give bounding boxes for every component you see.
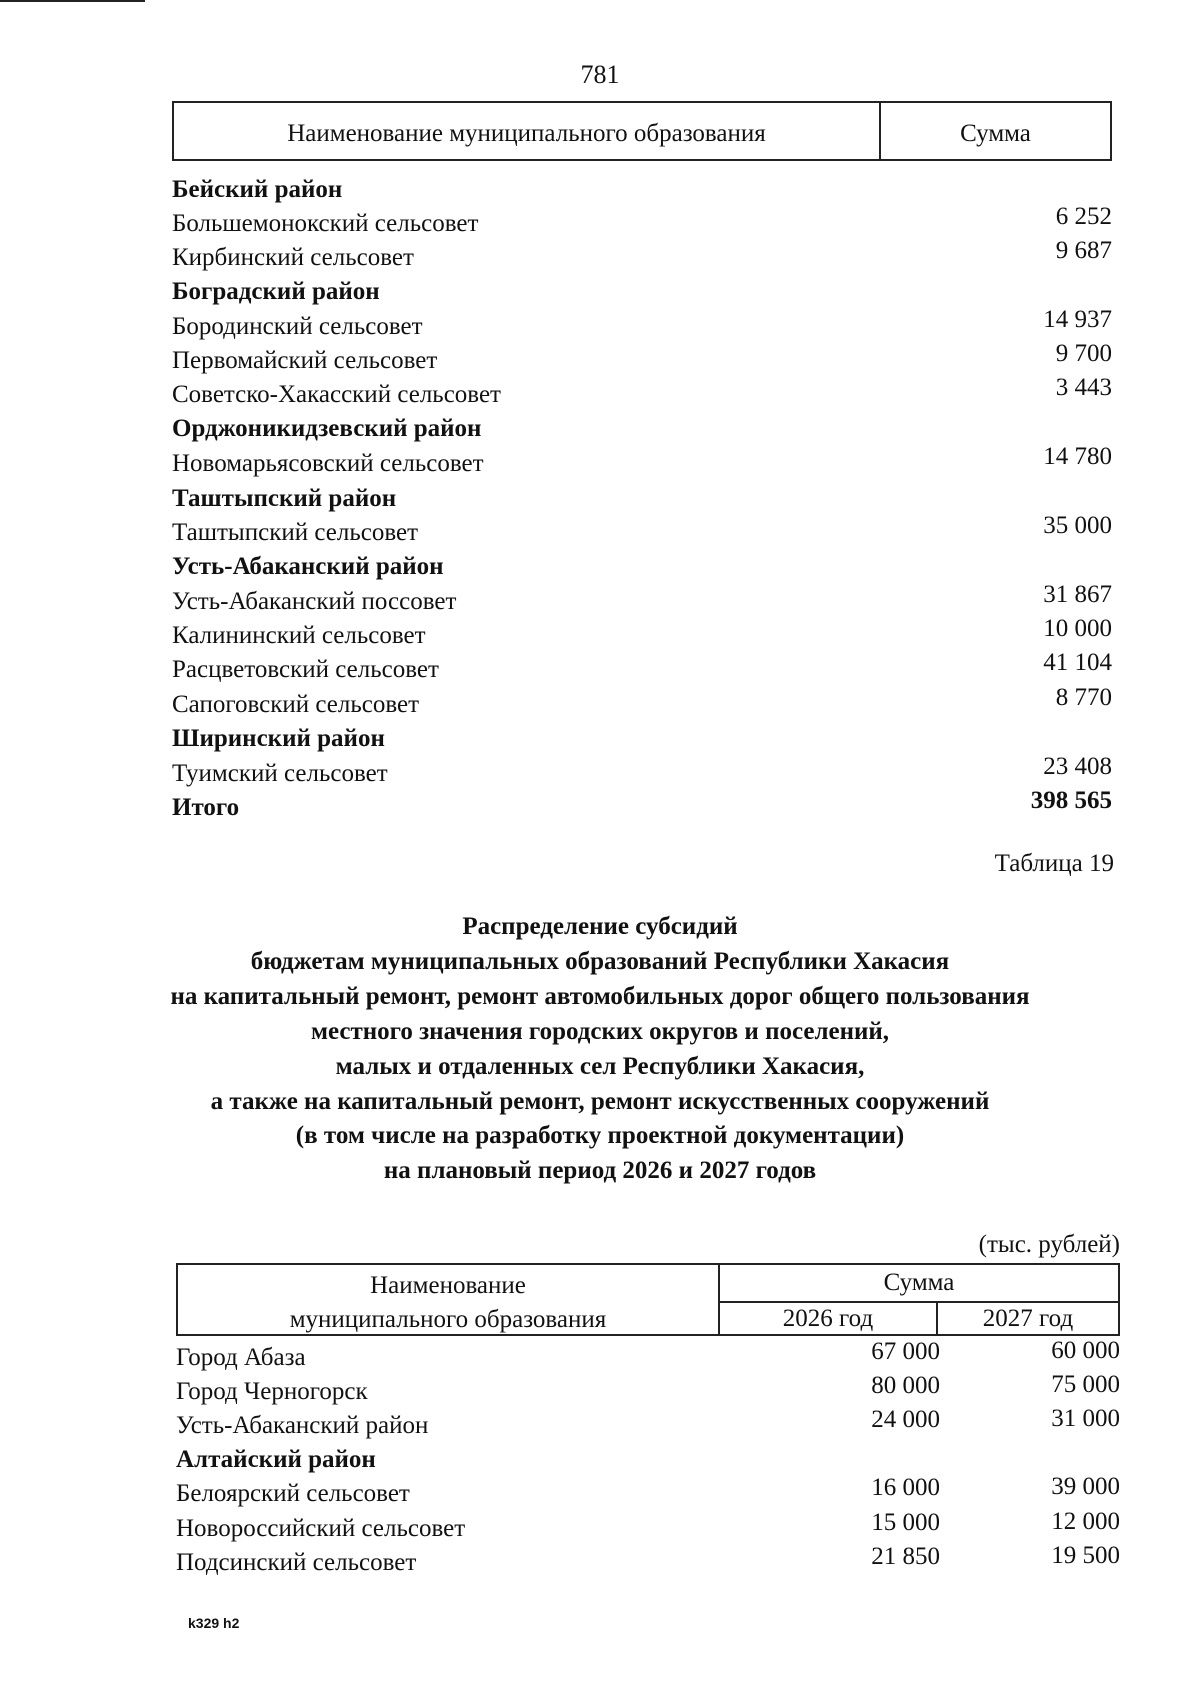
row-value: 41 104	[1043, 649, 1112, 676]
row-label: Кирбинский сельсовет	[172, 244, 414, 271]
table1-row	[172, 753, 1112, 790]
table1-row	[172, 237, 1112, 274]
table1-total-row	[172, 787, 1112, 824]
total-label: Итого	[172, 794, 240, 821]
row-label: Новороссийский сельсовет	[176, 1515, 466, 1542]
table1-header	[172, 101, 1112, 161]
title-line: Распределение субсидий	[462, 913, 738, 940]
table1-row	[172, 512, 1112, 549]
title-line: на плановый период 2026 и 2027 годов	[383, 1157, 817, 1184]
title-line: на капитальный ремонт, ремонт автомобильных дорог общего пользования	[170, 983, 1030, 1010]
table2-row	[176, 1542, 1120, 1579]
footer-code: k329 h2	[188, 1615, 240, 1631]
row-label: Подсинский сельсовет	[176, 1549, 417, 1576]
row-value: 23 408	[1043, 753, 1112, 780]
table1-row	[172, 615, 1112, 652]
row-label: Туимский сельсовет	[172, 760, 388, 787]
table2-row	[176, 1473, 1120, 1510]
row-label: Алтайский район	[176, 1446, 376, 1473]
table2-header-sum: Сумма	[883, 1269, 955, 1296]
table2-row	[176, 1337, 1120, 1374]
row-value: 9 687	[1055, 237, 1112, 264]
table1-row	[172, 481, 1112, 515]
scan-edge-line	[0, 0, 145, 2]
row-value: 10 000	[1043, 615, 1112, 642]
row-label: Новомарьясовский сельсовет	[172, 450, 484, 477]
page-number: 781	[580, 60, 620, 89]
table1-row	[172, 649, 1112, 686]
row-value-2026: 15 000	[871, 1509, 940, 1536]
table1-row	[172, 340, 1112, 377]
row-value: 8 770	[1055, 684, 1112, 711]
row-value-2027: 75 000	[1051, 1371, 1120, 1398]
title-line: (в том числе на разработку проектной документации)	[295, 1122, 905, 1149]
units-note: (тыс. рублей)	[978, 1231, 1120, 1258]
title-line: а также на капитальный ремонт, ремонт искусственных сооружений	[210, 1088, 990, 1115]
row-label: Сапоговский сельсовет	[172, 691, 420, 718]
table1-row	[172, 172, 1112, 206]
row-value-2027: 12 000	[1051, 1508, 1120, 1535]
table2-header-name: Наименование	[370, 1272, 526, 1299]
row-label: Калининский сельсовет	[172, 622, 426, 649]
table1-row	[172, 721, 1112, 755]
table-number: Таблица 19	[994, 850, 1114, 877]
table1-row	[172, 443, 1112, 480]
row-value-2027: 39 000	[1051, 1473, 1120, 1500]
row-label: Большемонокский сельсовет	[172, 210, 479, 237]
row-label: Белоярский сельсовет	[176, 1480, 410, 1507]
row-label: Боградский район	[172, 278, 380, 305]
title-line: бюджетам муниципальных образований Республики Хакасия	[250, 948, 950, 975]
table1-header-sum: Сумма	[960, 120, 1031, 147]
row-label: Ширинский район	[172, 725, 385, 752]
row-value: 9 700	[1055, 340, 1112, 367]
row-label: Усть-Абаканский поссовет	[172, 588, 457, 615]
row-value-2027: 31 000	[1051, 1405, 1120, 1432]
row-label: Первомайский сельсовет	[172, 347, 438, 374]
row-value-2027: 19 500	[1051, 1542, 1120, 1569]
table2-row	[176, 1442, 1120, 1476]
table1-row	[172, 306, 1112, 343]
row-value: 14 780	[1043, 443, 1112, 470]
table2-header-divider	[718, 1301, 1118, 1303]
table1-row	[172, 274, 1112, 308]
row-label: Советско-Хакасский сельсовет	[172, 381, 501, 408]
row-value: 14 937	[1043, 306, 1112, 333]
table2-row	[176, 1508, 1120, 1545]
row-value: 35 000	[1043, 512, 1112, 539]
table1-row	[172, 684, 1112, 721]
row-value: 31 867	[1043, 581, 1112, 608]
row-value: 3 443	[1055, 374, 1112, 401]
table1-row	[172, 374, 1112, 411]
table1-row	[172, 203, 1112, 240]
row-value-2026: 80 000	[871, 1372, 940, 1399]
row-label: Бейский район	[172, 176, 343, 203]
row-value: 6 252	[1055, 203, 1112, 230]
title-line: малых и отдаленных сел Республики Хакасия,	[335, 1053, 865, 1080]
table2-row	[176, 1371, 1120, 1408]
row-label: Усть-Абаканский район	[176, 1412, 429, 1439]
row-label: Таштыпский сельсовет	[172, 519, 418, 546]
table1-row	[172, 549, 1112, 583]
row-label: Бородинский сельсовет	[172, 313, 423, 340]
table2-header-year-2027: 2027 год	[982, 1305, 1074, 1332]
title-line: местного значения городских округов и поселений,	[310, 1018, 890, 1045]
row-label: Таштыпский район	[172, 485, 397, 512]
total-value: 398 565	[1030, 787, 1112, 814]
table1-row	[172, 581, 1112, 618]
table2-row	[176, 1405, 1120, 1442]
row-value-2026: 24 000	[871, 1406, 940, 1433]
row-value-2026: 21 850	[871, 1543, 940, 1570]
table2-header	[176, 1263, 1120, 1336]
table1-header-name: Наименование муниципального образования	[287, 120, 766, 147]
table1-row	[172, 411, 1112, 445]
row-label: Город Черногорск	[176, 1378, 368, 1405]
row-label: Расцветовский сельсовет	[172, 656, 439, 683]
table2-header-name: муниципального образования	[289, 1306, 607, 1333]
row-value-2026: 67 000	[871, 1338, 940, 1365]
row-label: Город Абаза	[176, 1344, 306, 1371]
row-value-2027: 60 000	[1051, 1337, 1120, 1364]
row-label: Орджоникидзевский район	[172, 415, 482, 442]
table2-header-year-2026: 2026 год	[782, 1305, 874, 1332]
row-value-2026: 16 000	[871, 1474, 940, 1501]
row-label: Усть-Абаканский район	[172, 553, 444, 580]
